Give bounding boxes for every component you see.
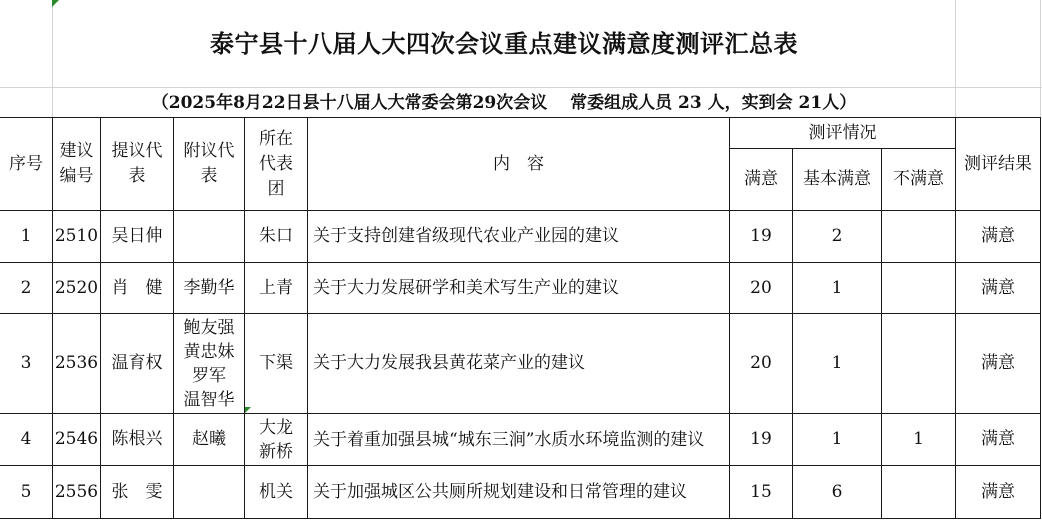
table-row-4-delegation: 大龙新桥 [259, 417, 293, 462]
table-row-5-proposer: 张 雯 [111, 481, 163, 502]
table-row-5-code: 2556 [54, 481, 99, 502]
table-row-4-cosigner: 赵曦 [192, 429, 226, 449]
table-row-3-proposer: 温育权 [111, 353, 163, 373]
table-row-2-proposer: 肖 健 [111, 277, 163, 298]
table-row-2-satisfied: 20 [750, 277, 772, 298]
table-row-2-result: 满意 [981, 277, 1015, 298]
table-row-3-result: 满意 [981, 353, 1015, 373]
table-border [307, 117, 308, 519]
table-row-5-result: 满意 [981, 481, 1015, 502]
cosigner-name: 温智华 [183, 389, 235, 410]
table-row-5-cosigner [174, 466, 244, 518]
header-content: 内 容 [493, 153, 544, 174]
table-row-1-unsatisfied [882, 211, 955, 262]
table-border [0, 313, 1041, 314]
table-row-4-content: 关于着重加强县城“城东三涧”水质水环境监测的建议 [313, 429, 705, 450]
table-row-2-basic: 1 [831, 277, 843, 298]
table-border [0, 413, 1041, 414]
table-border [0, 210, 1041, 211]
header-basic: 基本满意 [803, 169, 871, 189]
table-border [729, 117, 730, 519]
table-row-1-seq: 1 [20, 226, 32, 246]
table-row-5-seq: 5 [20, 481, 32, 502]
table-row-3-unsatisfied [882, 314, 955, 413]
table-row-3-basic: 1 [831, 353, 843, 373]
table-row-4-code: 2546 [54, 429, 99, 449]
table-row-4-seq: 4 [20, 429, 32, 449]
header-cosigner: 附议代表 [183, 141, 235, 186]
header-result: 测评结果 [964, 153, 1032, 174]
table-row-2-delegation: 上青 [259, 277, 293, 298]
table-row-3-satisfied: 20 [750, 353, 772, 373]
header-unsatisfied: 不满意 [893, 169, 944, 189]
table-row-4-satisfied: 19 [750, 429, 772, 449]
table-row-5-satisfied: 15 [750, 481, 772, 502]
table-row-3-cosigner [174, 314, 244, 413]
table-row-1-basic: 2 [831, 226, 843, 246]
table-row-5-unsatisfied [882, 466, 955, 518]
header-eval-group: 测评情况 [808, 122, 877, 143]
table-row-1-result: 满意 [981, 226, 1015, 246]
table-border [0, 117, 1041, 118]
cosigner-name: 黄忠妹 [183, 341, 235, 362]
table-border [100, 117, 101, 519]
table-border [1040, 117, 1041, 519]
table-row-1-content: 关于支持创建省级现代农业产业园的建议 [313, 226, 619, 246]
table-row-5-basic: 6 [831, 481, 843, 502]
table-border [0, 465, 1041, 466]
table-row-3-delegation: 下渠 [259, 353, 293, 373]
table-row-2-content: 关于大力发展研学和美术写生产业的建议 [313, 277, 619, 298]
table-row-1-cosigner [174, 211, 244, 262]
table-row-3-code: 2536 [54, 353, 99, 373]
page-subtitle: （2025年8月22日县十八届人大常委会第29次会议 常委组成人员 23 人，实到会 21人） [151, 92, 857, 113]
header-code: 建议编号 [59, 141, 94, 186]
table-row-3-content: 关于大力发展我县黄花菜产业的建议 [313, 353, 585, 373]
table-row-3-seq: 3 [20, 353, 32, 373]
table-border [0, 518, 1041, 519]
table-row-2-code: 2520 [54, 277, 99, 298]
header-proposer: 提议代表 [111, 141, 163, 186]
header-seq: 序号 [9, 153, 43, 174]
gridline [955, 0, 956, 118]
table-row-1-code: 2510 [54, 226, 99, 246]
table-row-1-delegation: 朱口 [259, 226, 293, 246]
table-row-2-cosigner: 李勤华 [183, 277, 235, 298]
table-row-4-proposer: 陈根兴 [111, 429, 163, 449]
table-border [244, 117, 245, 519]
table-border [955, 117, 956, 519]
table-row-4-unsatisfied: 1 [913, 429, 924, 449]
table-row-2-unsatisfied [882, 263, 955, 313]
table-row-4-result: 满意 [981, 429, 1015, 449]
page-title: 泰宁县十八届人大四次会议重点建议满意度测评汇总表 [210, 29, 798, 58]
table-border [0, 262, 1041, 263]
table-row-5-delegation: 机关 [259, 481, 293, 502]
table-row-2-seq: 2 [20, 277, 32, 298]
table-border [52, 117, 53, 519]
header-delegation: 所在代表团 [259, 128, 293, 199]
gridline [1040, 0, 1041, 118]
table-border [881, 148, 882, 519]
cosigner-name: 鲍友强 [183, 317, 235, 338]
table-border [173, 117, 174, 519]
table-row-1-proposer: 吴日伸 [111, 226, 163, 246]
cosigner-name: 罗军 [192, 365, 226, 386]
table-row-4-basic: 1 [831, 429, 843, 449]
table-row-1-satisfied: 19 [750, 226, 772, 246]
table-row-5-content: 关于加强城区公共厕所规划建设和日常管理的建议 [313, 482, 687, 502]
table-border [730, 148, 955, 149]
table-border [792, 148, 793, 519]
header-satisfied: 满意 [744, 169, 778, 189]
